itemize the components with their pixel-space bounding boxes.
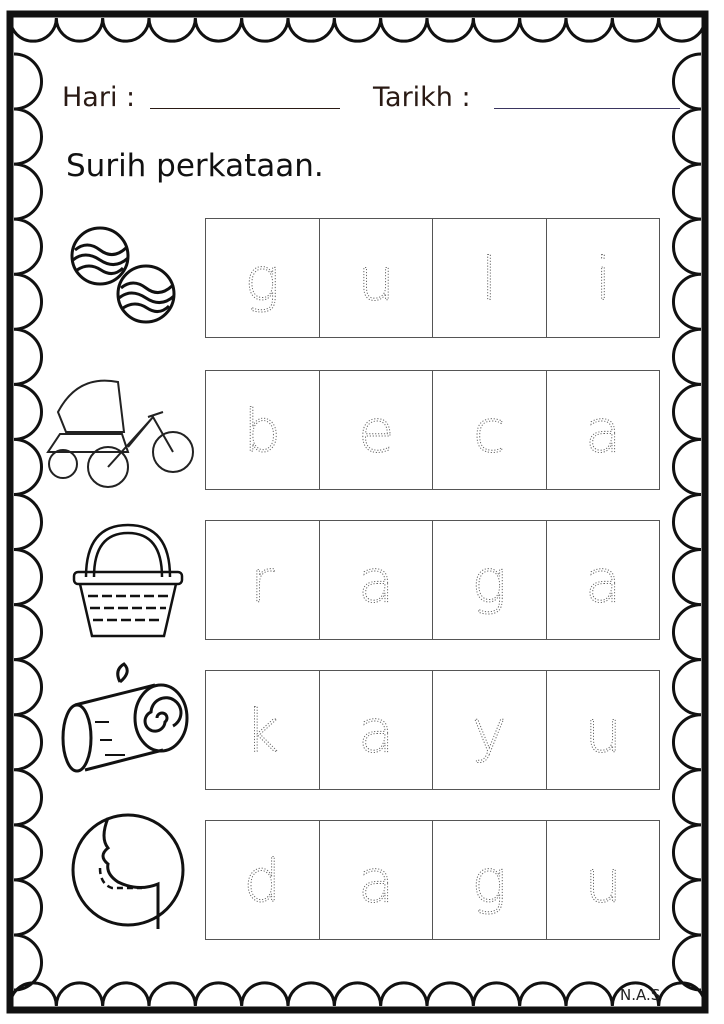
- dotted-letter: a: [584, 396, 621, 466]
- dotted-letter: u: [584, 846, 622, 916]
- trace-box[interactable]: [547, 821, 660, 939]
- dotted-letter: b: [243, 396, 281, 466]
- date-input-line[interactable]: [494, 108, 680, 109]
- trace-box[interactable]: [433, 521, 547, 639]
- trace-box[interactable]: [547, 219, 660, 337]
- basket-picture: [68, 522, 188, 642]
- dotted-letter: u: [584, 696, 622, 766]
- trace-box[interactable]: [206, 821, 320, 939]
- trace-row-trishaw: [205, 370, 660, 490]
- trace-box[interactable]: [547, 671, 660, 789]
- dotted-letter: u: [357, 244, 395, 314]
- trace-box[interactable]: [433, 219, 547, 337]
- trishaw-picture: [38, 372, 198, 492]
- trace-box[interactable]: [433, 821, 547, 939]
- author-credit: N.A.S: [620, 986, 661, 1004]
- chin-picture: [68, 810, 188, 930]
- trace-box[interactable]: [433, 671, 547, 789]
- trace-box[interactable]: [206, 521, 320, 639]
- dotted-letter: g: [244, 244, 280, 314]
- dotted-letter: k: [245, 696, 280, 766]
- dotted-letter: a: [357, 696, 394, 766]
- dotted-letter: a: [357, 846, 394, 916]
- trace-box[interactable]: [320, 521, 434, 639]
- dotted-letter: l: [481, 244, 498, 314]
- dotted-letter: d: [243, 846, 281, 916]
- dotted-letter: e: [357, 396, 394, 466]
- trace-row-basket: [205, 520, 660, 640]
- instruction-text: Surih perkataan.: [66, 148, 324, 184]
- day-input-line[interactable]: [150, 108, 340, 109]
- log-picture: [55, 660, 195, 785]
- trace-box[interactable]: [320, 371, 434, 489]
- trace-row-chin: [205, 820, 660, 940]
- dotted-letter: g: [471, 546, 507, 616]
- dotted-letter: r: [250, 546, 275, 616]
- dotted-letter: a: [584, 546, 621, 616]
- trace-box[interactable]: [320, 821, 434, 939]
- trace-box[interactable]: [547, 371, 660, 489]
- trace-row-marbles: [205, 218, 660, 338]
- trace-box[interactable]: [206, 219, 320, 337]
- dotted-letter: i: [594, 244, 611, 314]
- trace-box[interactable]: [206, 371, 320, 489]
- trace-row-log: [205, 670, 660, 790]
- dotted-letter: a: [357, 546, 394, 616]
- date-label: Tarikh :: [373, 82, 471, 113]
- dotted-letter: c: [473, 396, 506, 466]
- trace-box[interactable]: [547, 521, 660, 639]
- trace-box[interactable]: [206, 671, 320, 789]
- trace-box[interactable]: [320, 671, 434, 789]
- trace-box[interactable]: [320, 219, 434, 337]
- day-label: Hari :: [62, 82, 136, 113]
- trace-box[interactable]: [433, 371, 547, 489]
- dotted-letter: g: [471, 846, 507, 916]
- marbles-picture: [60, 218, 180, 328]
- dotted-letter: y: [471, 696, 507, 766]
